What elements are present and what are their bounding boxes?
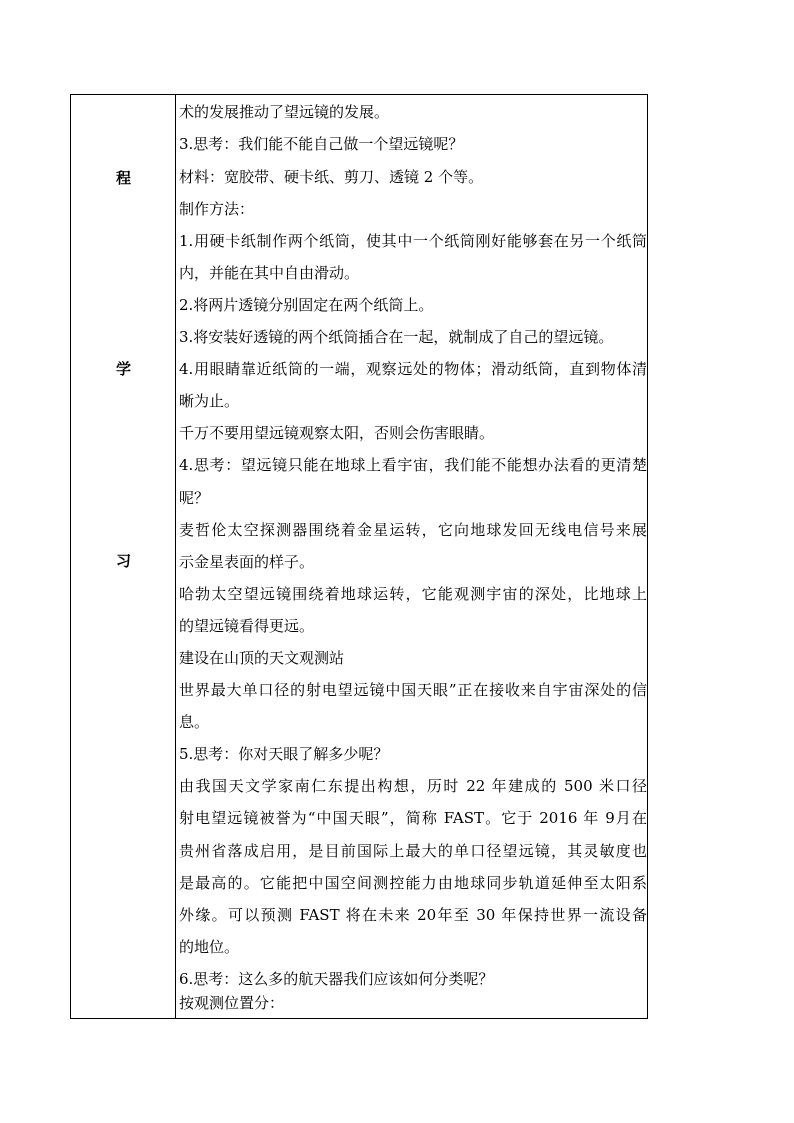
content-line: 是最高的。它能把中国空间测控能力由地球同步轨道延伸至太阳系 <box>179 874 647 892</box>
content-line: 制作方法： <box>179 200 255 218</box>
content-line: 千万不要用望远镜观察太阳，否则会伤害眼睛。 <box>179 424 495 442</box>
content-line: 贵州省落成启用，是目前国际上最大的单口径望远镜，其灵敏度也 <box>179 842 647 860</box>
content-line: 按观测位置分： <box>179 994 285 1012</box>
content-line: 麦哲伦太空探测器围绕着金星运转，它向地球发回无线电信号来展 <box>179 521 647 539</box>
stage-label-xi: 习 <box>115 552 131 570</box>
stage-label-xue: 学 <box>115 360 131 378</box>
content-line: 的望远镜看得更远。 <box>179 617 315 635</box>
content-line: 示金星表面的样子。 <box>179 553 315 571</box>
content-line: 材料：宽胶带、硬卡纸、剪刀、透镜 2 个等。 <box>179 168 484 186</box>
content-line: 外缘。可以预测 FAST 将在未来 20年至 30 年保持世界一流设备 <box>179 906 647 924</box>
content-line: 2.将两片透镜分别固定在两个纸筒上。 <box>179 296 434 314</box>
content-line: 呢？ <box>179 489 210 507</box>
content-line: 建设在山顶的天文观测站 <box>179 649 345 667</box>
content-line: 息。 <box>179 713 210 731</box>
stage-column <box>71 95 176 1018</box>
content-line: 晰为止。 <box>179 392 240 410</box>
content-line: 内，并能在其中自由滑动。 <box>179 264 360 282</box>
content-line: 6.思考：这么多的航天器我们应该如何分类呢？ <box>179 970 494 988</box>
content-line: 5.思考：你对天眼了解多少呢？ <box>179 745 389 763</box>
content-line: 3.将安装好透镜的两个纸筒插合在一起，就制成了自己的望远镜。 <box>179 328 614 346</box>
content-line: 的地位。 <box>179 938 240 956</box>
content-line: 1.用硬卡纸制作两个纸筒，使其中一个纸筒刚好能够套在另一个纸筒 <box>179 232 647 250</box>
content-line: 由我国天文学家南仁东提出构想，历时 22 年建成的 500 米口径 <box>179 777 647 795</box>
content-line: 世界最大单口径的射电望远镜中国天眼”正在接收来自宇宙深处的信 <box>179 681 647 699</box>
content-line: 4.思考：望远镜只能在地球上看宇宙，我们能不能想办法看的更清楚 <box>179 456 647 474</box>
stage-label-cheng: 程 <box>115 169 131 187</box>
content-line: 哈勃太空望远镜围绕着地球运转，它能观测宇宙的深处，比地球上 <box>179 585 647 603</box>
content-line: 射电望远镜被誉为“中国天眼”，简称 FAST。它于 2016 年 9月在 <box>179 809 647 827</box>
content-line: 4.用眼睛靠近纸筒的一端，观察远处的物体；滑动纸筒，直到物体清 <box>179 360 647 378</box>
lesson-table <box>70 94 648 1019</box>
content-line: 3.思考：我们能不能自己做一个望远镜呢？ <box>179 135 464 153</box>
content-line: 术的发展推动了望远镜的发展。 <box>179 103 390 121</box>
content-column <box>176 95 648 1018</box>
